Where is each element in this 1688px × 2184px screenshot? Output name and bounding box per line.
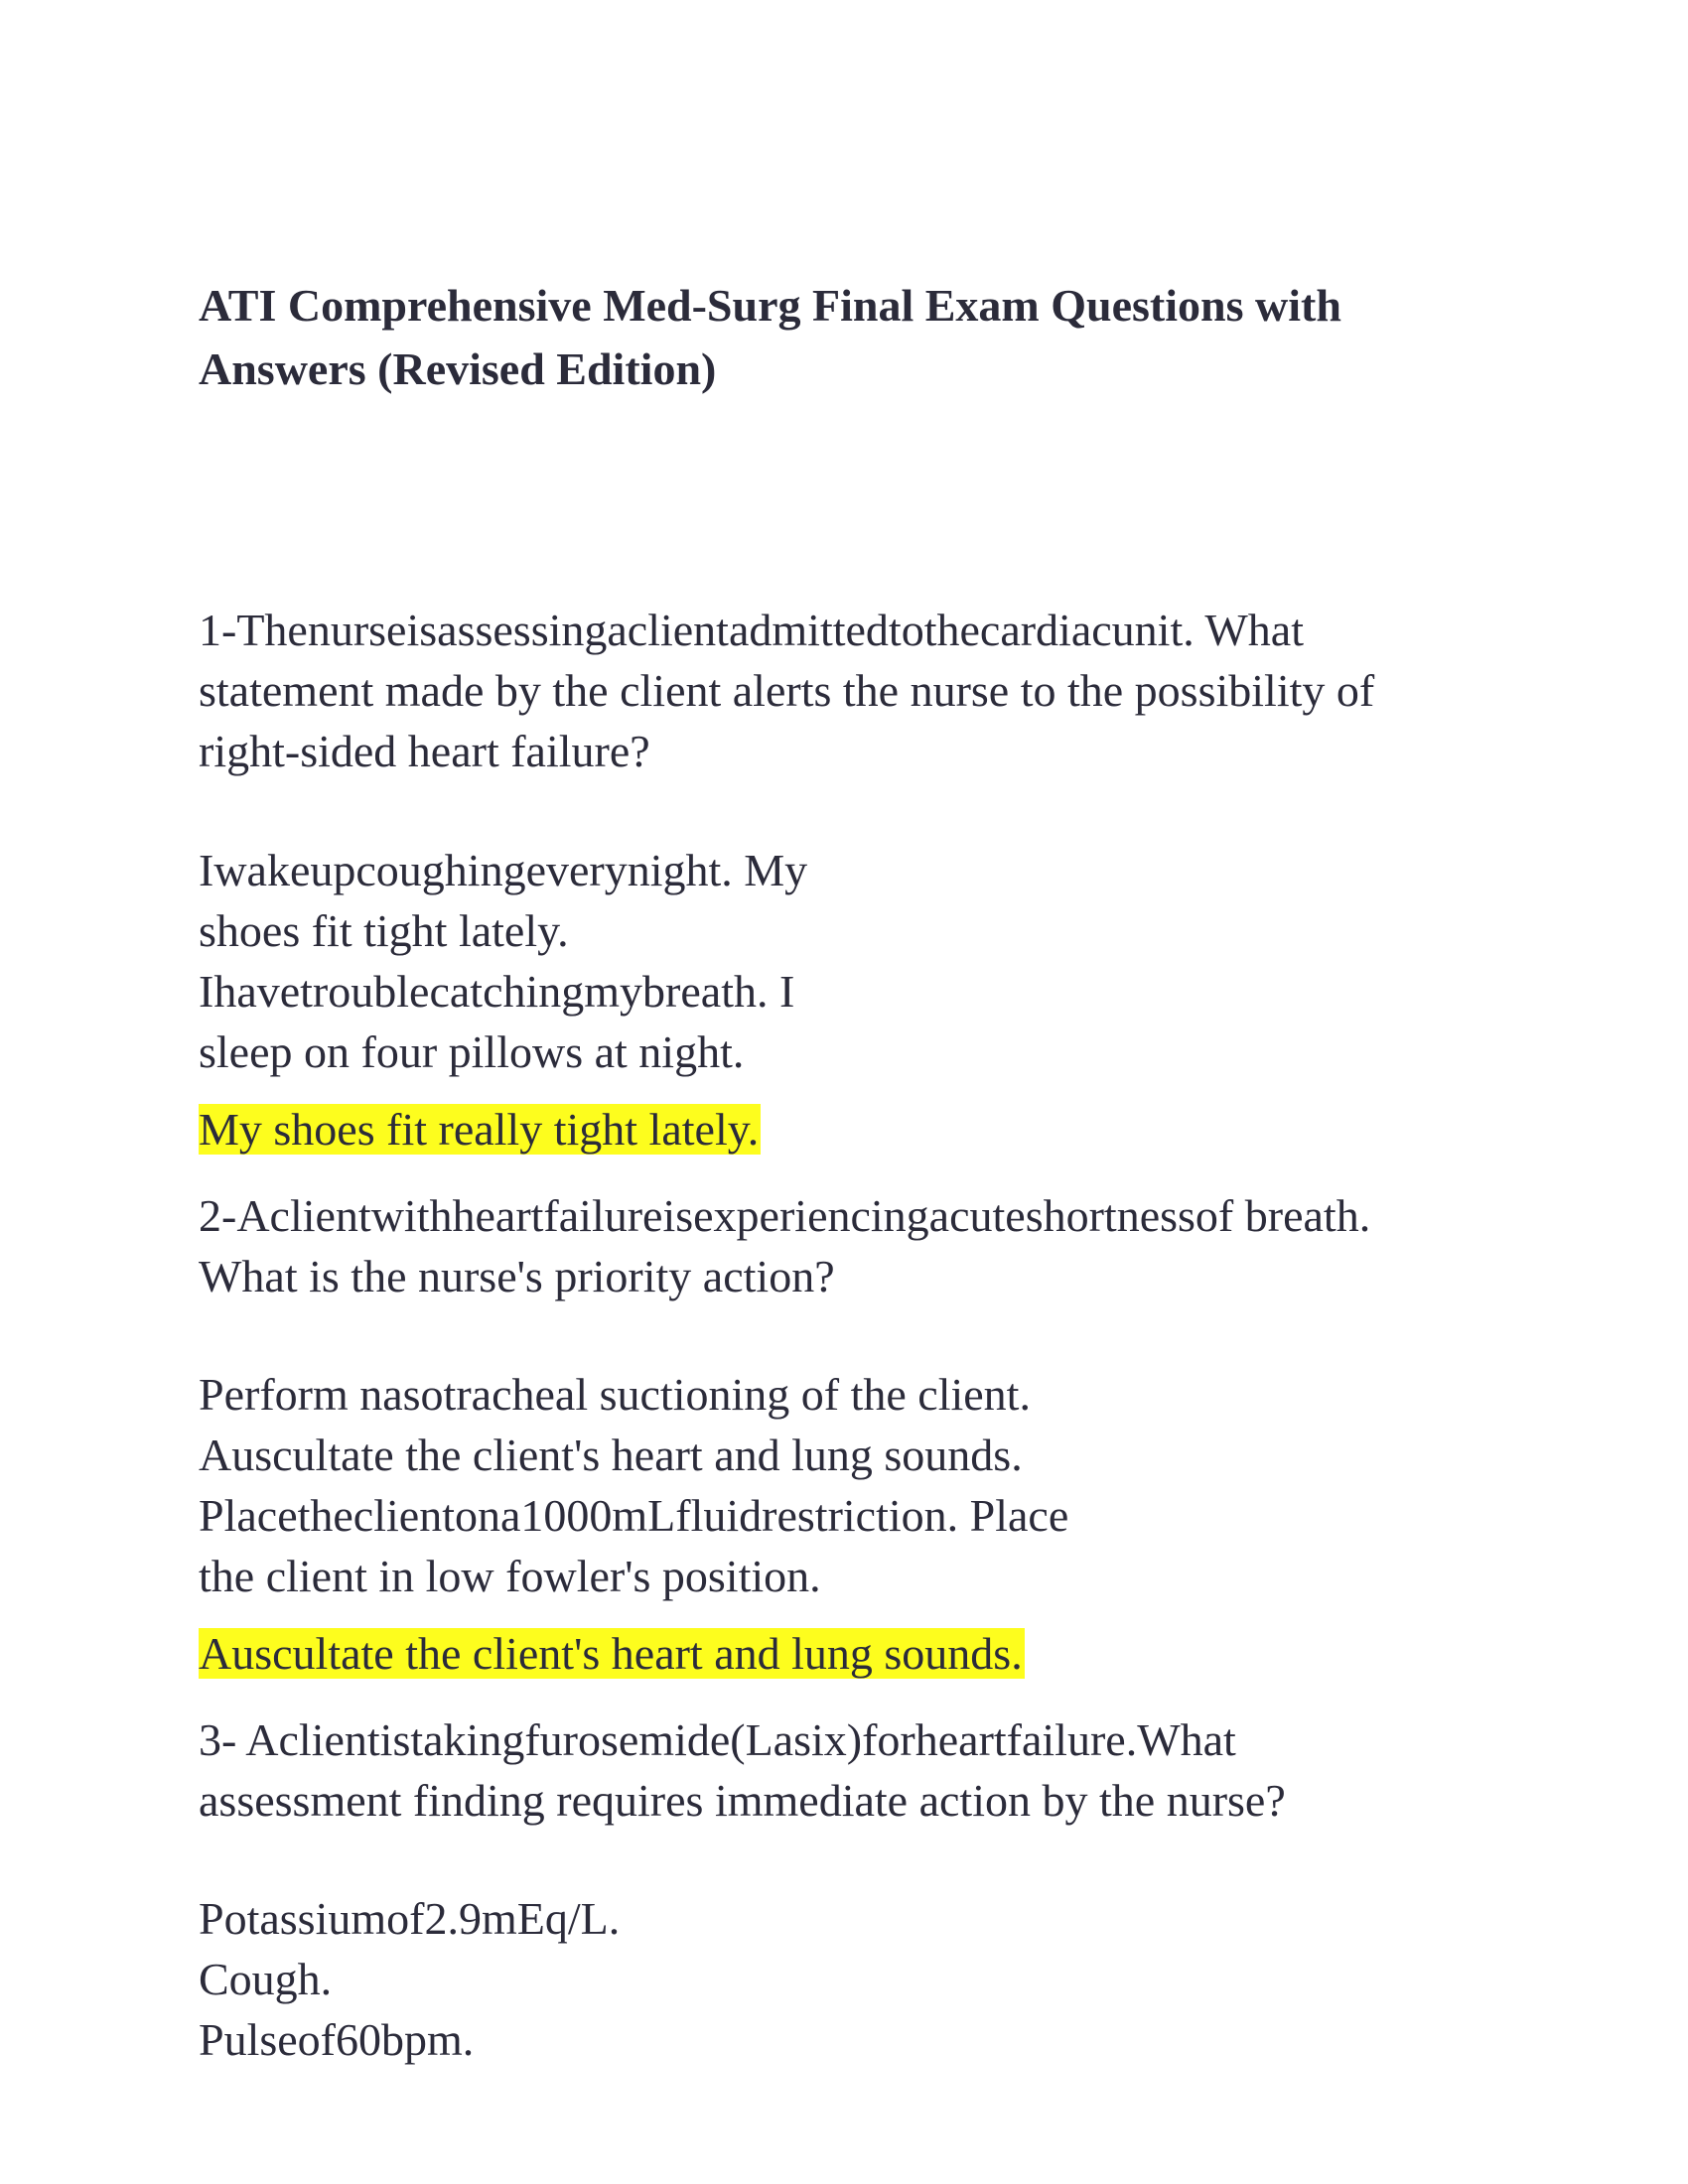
question-1-options (199, 840, 1509, 1082)
question-3-text (199, 1709, 1509, 1831)
option-line: Potassiumof2.9mEq/L. (199, 1893, 621, 1944)
option-line: Placetheclientona1000mLfluidrestriction. Place (199, 1490, 1069, 1541)
question-line: What is the nurse's priority action? (199, 1251, 835, 1301)
option-line: Perform nasotracheal suctioning of the client. (199, 1369, 1031, 1420)
option-line: sleep on four pillows at night. (199, 1026, 745, 1077)
question-line: right-sided heart failure? (199, 726, 650, 776)
option-line: Pulseof60bpm. (199, 2014, 475, 2065)
highlighted-answer: Auscultate the client's heart and lung sounds. (199, 1628, 1023, 1679)
option-line: shoes fit tight lately. (199, 905, 569, 956)
option-line: Cough. (199, 1954, 333, 2004)
question-line: 3- Aclientistakingfurosemide(Lasix)forheartfailure.What (199, 1714, 1236, 1765)
title-line: Answers (Revised Edition) (199, 343, 717, 394)
option-line: Auscultate the client's heart and lung sounds. (199, 1430, 1023, 1480)
question-line: statement made by the client alerts the nurse to the possibility of (199, 665, 1375, 716)
title-line: ATI Comprehensive Med-Surg Final Exam Questions with (199, 280, 1341, 331)
option-line: Ihavetroublecatchingmybreath. I (199, 966, 795, 1017)
question-3-options (199, 1888, 1509, 2070)
option-line: Iwakeupcoughingeverynight. My (199, 845, 808, 895)
option-line: the client in low fowler's position. (199, 1551, 821, 1601)
question-line: 2-Aclientwithheartfailureisexperiencingacuteshortnessof breath. (199, 1190, 1371, 1241)
question-1-text (199, 600, 1509, 781)
document-title (199, 274, 1489, 401)
question-line: assessment finding requires immediate action by the nurse? (199, 1775, 1286, 1826)
highlighted-answer: My shoes fit really tight lately. (199, 1104, 760, 1155)
question-2-text (199, 1185, 1509, 1306)
question-1-answer (199, 1102, 761, 1158)
question-line: 1-Thenurseisassessingaclientadmittedtothecardiacunit. What (199, 605, 1305, 655)
question-2-options (199, 1364, 1509, 1606)
question-2-answer (199, 1626, 1025, 1682)
